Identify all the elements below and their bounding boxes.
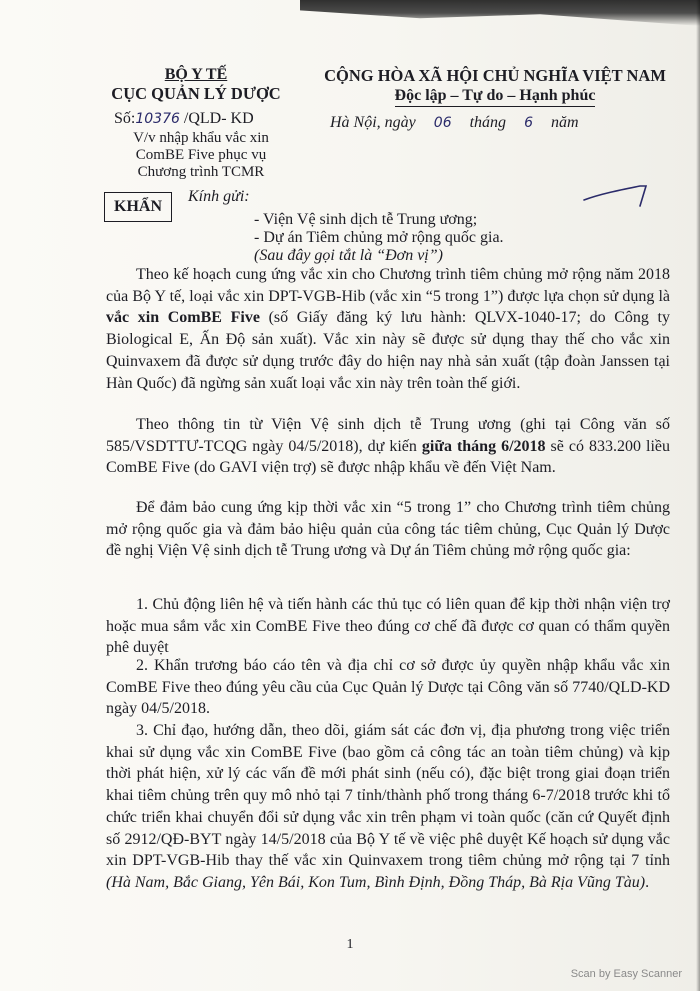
p1-text-bold: vắc xin ComBE Five (106, 309, 260, 327)
national-heading (300, 66, 690, 107)
p6-text-italic: (Hà Nam, Bắc Giang, Yên Bái, Kon Tum, Bình Định, Đồng Tháp, Bà Rịa Vũng Tàu) (106, 873, 646, 891)
paragraph-2 (106, 414, 670, 479)
date-month: 6 (524, 115, 533, 131)
subject-line-2: ComBE Five phục vụ (135, 147, 267, 163)
p2-text-a: Theo thông tin từ Viện Vệ sinh dịch tễ Trung ương (ghi tại Công văn số 585/VSDTTƯ-TCQG ngày 04/5/2018), dự kiến (106, 416, 670, 455)
date-prefix: Hà Nội, ngày (330, 114, 416, 131)
number-prefix: Số: (114, 110, 136, 127)
country-name: CỘNG HÒA XÃ HỘI CHỦ NGHĨA VIỆT NAM (324, 66, 666, 85)
ministry-name: BỘ Y TẾ (164, 66, 228, 83)
handwritten-mark (580, 178, 660, 208)
paragraph-item-3 (106, 720, 670, 894)
scan-shadow-right (696, 0, 700, 991)
subject-line-3: Chương trình TCMR (137, 164, 265, 180)
document-number (114, 110, 254, 128)
issuing-agency (108, 66, 284, 104)
number-suffix: /QLD- KD (179, 110, 254, 127)
national-motto: Độc lập – Tự do – Hạnh phúc (395, 86, 596, 107)
paragraph-item-2: 2. Khẩn trương báo cáo tên và địa chỉ cơ sở được ủy quyền nhập khẩu vắc xin ComBE Five theo đúng yêu cầu của Cục Quản lý Dược tại Công văn số 7740/QLD-KD ngày 04/5/2018. (106, 657, 670, 718)
scanner-watermark: Scan by Easy Scanner (570, 968, 682, 980)
p1-text-a: Theo kế hoạch cung ứng vắc xin cho Chương trình tiêm chủng mở rộng năm 2018 của Bộ Y tế, loại vắc xin DPT-VGB-Hib (vắc xin “5 trong 1”) được lựa chọn sử dụng là (106, 266, 670, 305)
date-year-label: năm (550, 114, 579, 131)
p2-text-bold: giữa tháng 6/2018 (421, 437, 546, 455)
date-line (330, 114, 579, 132)
date-month-label: tháng (469, 114, 507, 131)
number-handwritten: 10376 (135, 111, 180, 127)
recipient-1: - Viện Vệ sinh dịch tễ Trung ương; (254, 211, 478, 228)
p6-text-a: 3. Chỉ đạo, hướng dẫn, theo dõi, giám sát các đơn vị, địa phương trong việc triển khai sử dụng vắc xin ComBE Five (bao gồm cả công tác an toàn tiêm chủng) và kịp thời phát hiện, xử lý các vấn đề mới phát sinh (nếu có), đặc biệt trong giai đoạn triển khai tiêm chủng trên quy mô nhỏ tại 7 tỉnh/thành phố trong tháng 6-7/2018 trước khi tổ chức triển khai chuyển đổi sử dụng vắc xin trên phạm vi toàn quốc (căn cứ Quyết định số 2912/QĐ-BYT ngày 14/5/2018 của Bộ Y tế về việc phê duyệt Kế hoạch sử dụng vắc xin DPT-VGB-Hib thay thế vắc xin Quinvaxem trong tiêm chủng mở rộng tại 7 tỉnh (106, 722, 670, 870)
page-number: 1 (346, 937, 354, 952)
paragraph-item-1: 1. Chủ động liên hệ và tiến hành các thủ tục có liên quan để kịp thời nhận viện trợ hoặc mua sắm vắc xin ComBE Five theo đúng cơ chế đã được cơ quan có thẩm quyền phê duyệt (106, 596, 670, 657)
p1-text-c: (số Giấy đăng ký lưu hành: QLVX-1040-17; do Công ty Biological E, Ấn Độ sản xuất). Vắc xin này sẽ được sử dụng thay thế cho vắc xin Quinvaxem đã được sử dụng trước đây do hiện nay nhà sản xuất (tập đoàn Janssen tại Hàn Quốc) đã ngừng sản xuất loại vắc xin này trên toàn thế giới. (106, 309, 671, 392)
date-day: 06 (433, 115, 452, 131)
recipients-note: (Sau đây gọi tắt là “Đơn vị”) (254, 247, 443, 264)
subject-line-1: V/v nhập khẩu vắc xin (133, 130, 269, 146)
p6-text-c: . (645, 873, 650, 891)
scan-shadow-top (300, 0, 700, 26)
salutation: Kính gửi: (188, 188, 250, 205)
paragraph-3: Để đảm bảo cung ứng kịp thời vắc xin “5 trong 1” cho Chương trình tiêm chủng mở rộng quốc gia và đảm bảo hiệu quản của công tác tiêm chủng, Cục Quản lý Dược đề nghị Viện Vệ sinh dịch tễ Trung ương và Dự án Tiêm chủng mở rộng quốc gia: (106, 499, 670, 560)
urgency-stamp: KHẨN (104, 192, 172, 222)
p2-text-c: sẽ có 833.200 liều ComBE Five (do GAVI viện trợ) sẽ được nhập khẩu về đến Việt Nam. (106, 437, 670, 477)
recipient-2: - Dự án Tiêm chủng mở rộng quốc gia. (254, 229, 504, 246)
paragraph-1 (106, 264, 670, 394)
document-subject (106, 130, 296, 181)
department-name: CỤC QUẢN LÝ DƯỢC (111, 84, 281, 103)
